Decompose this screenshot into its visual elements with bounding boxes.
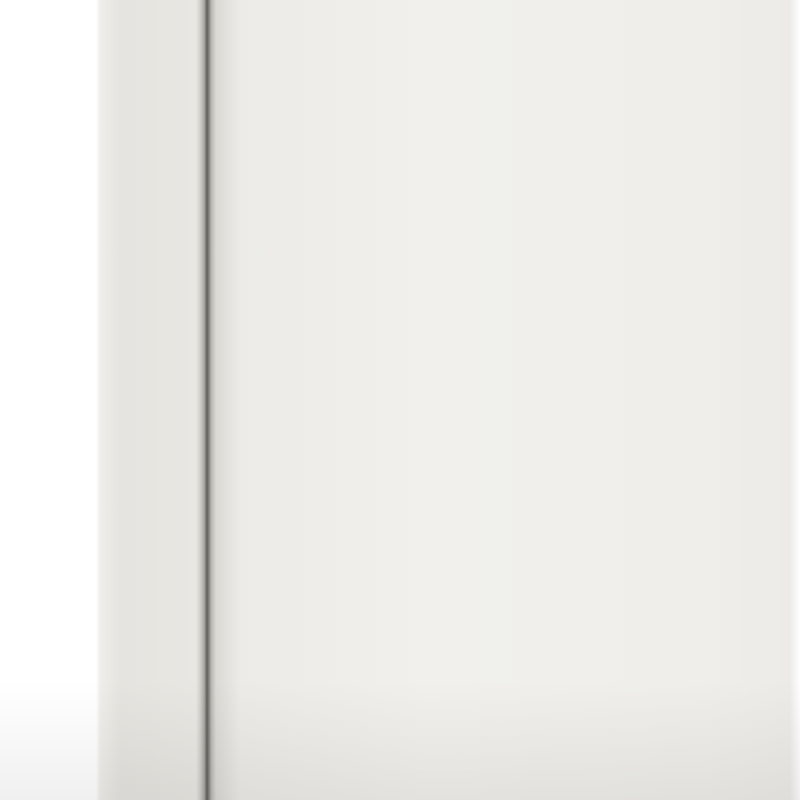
left-page-text (98, 0, 208, 18)
book-spine-shadow (196, 0, 216, 800)
left-page-blurred (96, 0, 208, 800)
psalm-90-91-column (447, 0, 690, 8)
